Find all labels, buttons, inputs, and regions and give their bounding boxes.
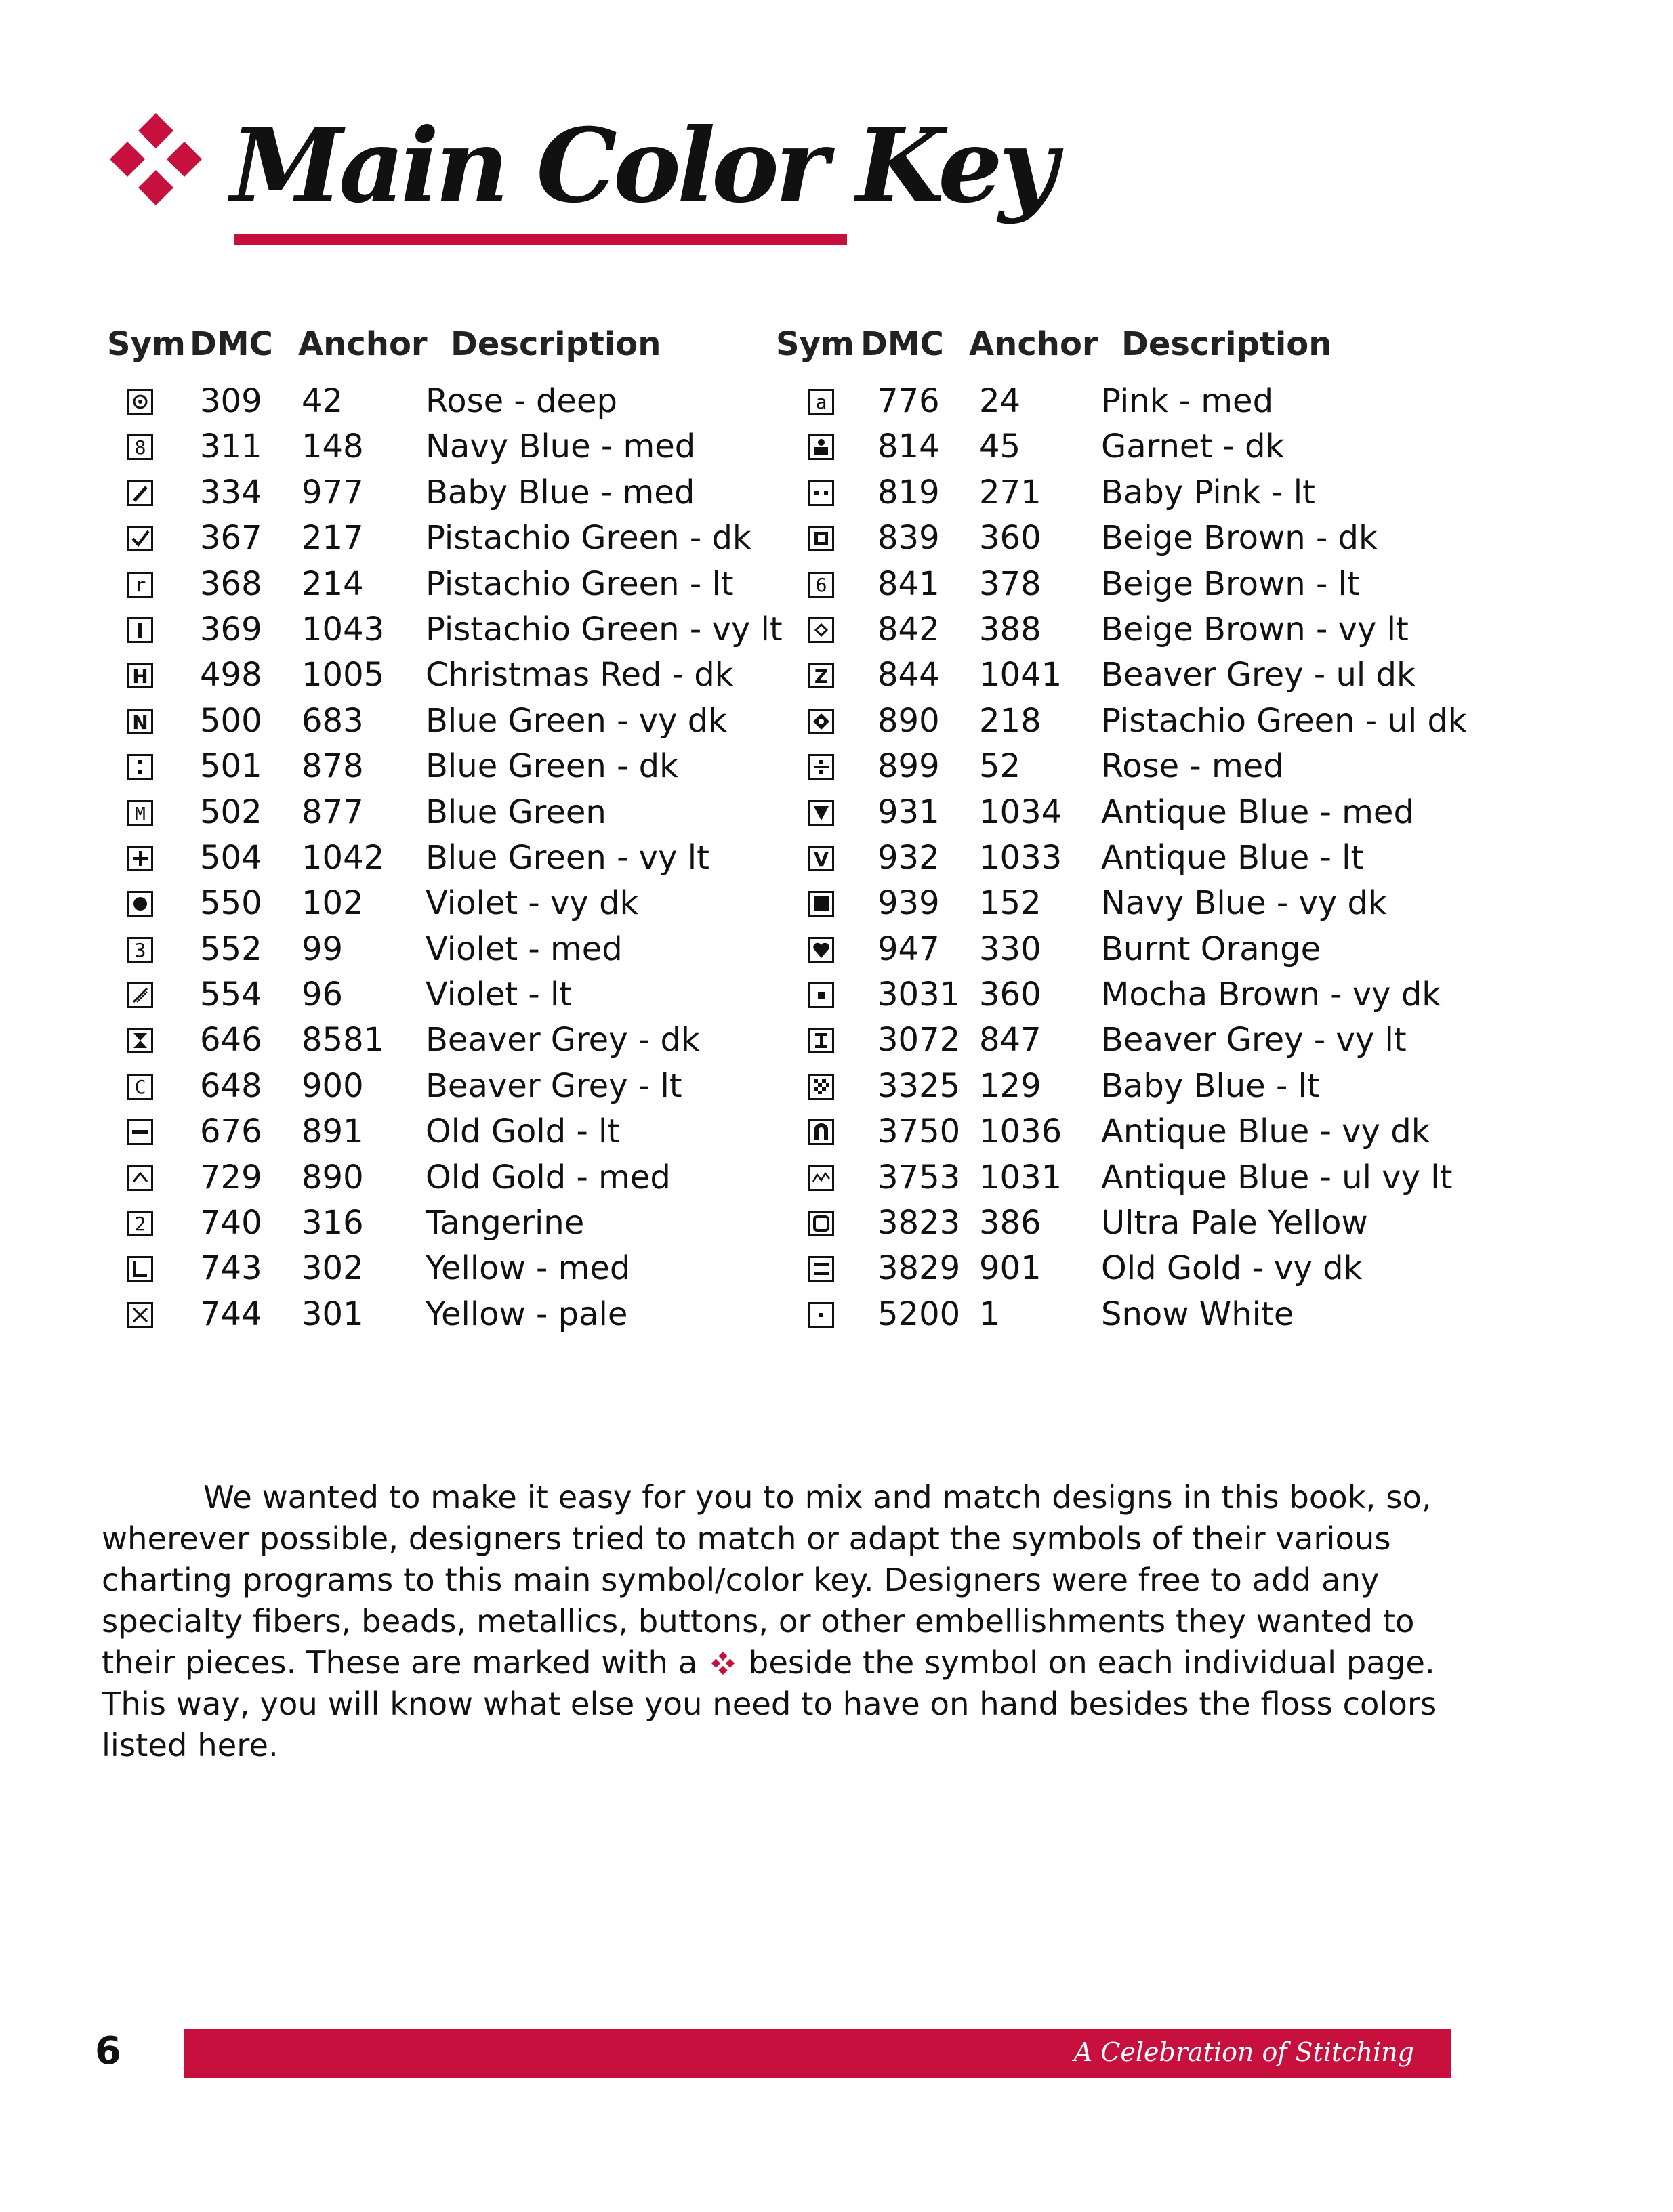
color-description: Burnt Orange bbox=[1101, 930, 1321, 968]
page-number: 6 bbox=[95, 2029, 121, 2073]
anchor-code: 1041 bbox=[979, 656, 1062, 694]
color-description: Beige Brown - dk bbox=[1101, 519, 1378, 558]
key-row-dmc-743 bbox=[102, 1247, 779, 1292]
key-header bbox=[102, 318, 779, 379]
svg-text:8: 8 bbox=[134, 436, 146, 459]
symbol-cell bbox=[127, 754, 153, 780]
color-description: Old Gold - lt bbox=[426, 1112, 621, 1151]
book-title: A Celebration of Stitching bbox=[1073, 2037, 1414, 2067]
sym-o-icon bbox=[808, 1211, 834, 1236]
sym-heart-icon bbox=[808, 937, 834, 963]
dmc-code: 500 bbox=[200, 701, 262, 740]
symbol-cell bbox=[127, 526, 153, 551]
sym-double-bar-icon bbox=[808, 1256, 834, 1282]
color-description: Baby Pink - lt bbox=[1101, 473, 1315, 512]
sym-l-icon bbox=[127, 1256, 153, 1282]
dmc-code: 814 bbox=[877, 427, 940, 466]
symbol-cell bbox=[127, 1302, 153, 1328]
key-row-dmc-740 bbox=[102, 1201, 779, 1247]
sym-hourglass-icon bbox=[127, 1028, 153, 1053]
key-row-dmc-3753 bbox=[776, 1156, 1521, 1201]
dmc-code: 743 bbox=[200, 1249, 262, 1288]
anchor-code: 878 bbox=[302, 747, 364, 786]
color-description: Violet - lt bbox=[426, 976, 573, 1014]
anchor-code: 217 bbox=[302, 519, 364, 558]
sym-v-icon bbox=[808, 846, 834, 871]
key-row-dmc-311 bbox=[102, 425, 779, 470]
key-row-dmc-947 bbox=[776, 927, 1521, 973]
color-description: Beaver Grey - ul dk bbox=[1101, 656, 1416, 694]
dmc-code: 504 bbox=[200, 838, 262, 877]
sym-arch-icon bbox=[808, 1119, 834, 1145]
symbol-cell bbox=[808, 937, 834, 963]
anchor-code: 386 bbox=[979, 1204, 1041, 1243]
anchor-code: 316 bbox=[302, 1204, 364, 1243]
svg-text:6: 6 bbox=[815, 573, 827, 596]
key-row-dmc-309 bbox=[102, 379, 779, 425]
color-description: Tangerine bbox=[426, 1204, 585, 1243]
anchor-code: 1043 bbox=[302, 610, 385, 648]
anchor-code: 42 bbox=[302, 382, 344, 420]
key-row-dmc-552 bbox=[102, 927, 779, 973]
dmc-code: 842 bbox=[877, 610, 940, 648]
sym-z-icon bbox=[808, 663, 834, 688]
header-dmc: DMC bbox=[861, 325, 944, 363]
anchor-code: 1033 bbox=[979, 838, 1062, 877]
dmc-code: 819 bbox=[877, 473, 940, 512]
anchor-code: 360 bbox=[979, 519, 1041, 558]
color-description: Beige Brown - vy lt bbox=[1101, 610, 1409, 648]
sym-filled-square-icon bbox=[808, 891, 834, 917]
dmc-code: 498 bbox=[200, 656, 262, 694]
header-sym: Sym bbox=[107, 325, 186, 363]
anchor-code: 1 bbox=[979, 1295, 1000, 1333]
svg-text:2: 2 bbox=[134, 1213, 146, 1236]
symbol-cell bbox=[127, 982, 153, 1008]
sym-check-icon bbox=[127, 526, 153, 551]
anchor-code: 96 bbox=[302, 976, 344, 1014]
sym-divide-icon bbox=[808, 754, 834, 780]
anchor-code: 360 bbox=[979, 976, 1041, 1014]
dmc-code: 890 bbox=[877, 701, 940, 740]
svg-text:3: 3 bbox=[134, 938, 146, 961]
color-description: Pistachio Green - lt bbox=[426, 564, 734, 603]
key-row-dmc-939 bbox=[776, 881, 1521, 927]
key-row-dmc-899 bbox=[776, 745, 1521, 790]
anchor-code: 378 bbox=[979, 564, 1041, 603]
key-row-dmc-501 bbox=[102, 745, 779, 790]
anchor-code: 330 bbox=[979, 930, 1041, 968]
anchor-code: 891 bbox=[302, 1112, 364, 1151]
color-description: Ultra Pale Yellow bbox=[1101, 1204, 1368, 1243]
color-description: Blue Green - dk bbox=[426, 747, 678, 786]
dmc-code: 899 bbox=[877, 747, 940, 786]
symbol-cell bbox=[808, 526, 834, 551]
color-description: Violet - med bbox=[426, 930, 623, 968]
sym-checker-icon bbox=[808, 1074, 834, 1100]
symbol-cell bbox=[127, 480, 153, 506]
key-row-dmc-676 bbox=[102, 1110, 779, 1155]
anchor-code: 1005 bbox=[302, 656, 385, 694]
sym-8-icon bbox=[127, 434, 153, 460]
key-row-dmc-554 bbox=[102, 973, 779, 1018]
key-row-dmc-3823 bbox=[776, 1201, 1521, 1247]
symbol-cell bbox=[808, 754, 834, 780]
color-key-left-column bbox=[102, 318, 783, 1338]
color-description: Beaver Grey - lt bbox=[426, 1066, 682, 1105]
dmc-code: 3072 bbox=[877, 1021, 961, 1060]
svg-text:r: r bbox=[134, 573, 146, 596]
footer-bar bbox=[184, 2029, 1451, 2078]
dmc-code: 5200 bbox=[877, 1295, 961, 1333]
anchor-code: 683 bbox=[302, 701, 364, 740]
key-row-dmc-842 bbox=[776, 608, 1521, 653]
sym-dot-icon bbox=[808, 1302, 834, 1328]
sym-r-icon bbox=[127, 572, 153, 598]
key-row-dmc-729 bbox=[102, 1156, 779, 1201]
symbol-cell bbox=[127, 1074, 153, 1100]
svg-text:H: H bbox=[132, 665, 148, 688]
symbol-cell bbox=[127, 1211, 153, 1236]
anchor-code: 45 bbox=[979, 427, 1021, 466]
key-row-dmc-3031 bbox=[776, 973, 1521, 1018]
color-description: Old Gold - med bbox=[426, 1158, 671, 1196]
svg-text:M: M bbox=[135, 804, 146, 825]
sym-square-in-square-icon bbox=[808, 526, 834, 551]
dmc-code: 3753 bbox=[877, 1158, 961, 1196]
anchor-code: 129 bbox=[979, 1066, 1041, 1105]
color-description: Navy Blue - vy dk bbox=[1101, 884, 1387, 923]
dmc-code: 369 bbox=[200, 610, 262, 648]
header-description: Description bbox=[1121, 325, 1332, 363]
sym-6-icon bbox=[808, 572, 834, 598]
anchor-code: 102 bbox=[302, 884, 364, 923]
dmc-code: 367 bbox=[200, 519, 262, 558]
color-description: Baby Blue - med bbox=[426, 473, 695, 512]
symbol-cell bbox=[808, 891, 834, 917]
symbol-cell bbox=[808, 434, 834, 460]
intro-text-end: beside the symbol on each individual page. This way, you will know what else you need to have on hand besides the floss colors listed here. bbox=[102, 1644, 1437, 1764]
color-description: Old Gold - vy dk bbox=[1101, 1249, 1363, 1288]
sym-3-icon bbox=[127, 937, 153, 963]
symbol-cell bbox=[808, 389, 834, 415]
dmc-code: 844 bbox=[877, 656, 940, 694]
symbol-cell bbox=[808, 1165, 834, 1191]
sym-2-icon bbox=[127, 1211, 153, 1236]
anchor-code: 1036 bbox=[979, 1112, 1062, 1151]
title-underline bbox=[234, 234, 847, 245]
dmc-code: 3325 bbox=[877, 1066, 961, 1105]
dmc-code: 309 bbox=[200, 382, 262, 420]
color-description: Rose - deep bbox=[426, 382, 617, 420]
key-rows-left bbox=[102, 379, 783, 1338]
anchor-code: 24 bbox=[979, 382, 1021, 420]
anchor-code: 1031 bbox=[979, 1158, 1062, 1196]
key-row-dmc-932 bbox=[776, 836, 1521, 881]
key-row-dmc-367 bbox=[102, 516, 779, 562]
dmc-code: 729 bbox=[200, 1158, 262, 1196]
dmc-code: 554 bbox=[200, 976, 262, 1014]
sym-a-icon bbox=[808, 389, 834, 415]
header-description: Description bbox=[451, 325, 661, 363]
symbol-cell bbox=[808, 709, 834, 734]
color-description: Baby Blue - lt bbox=[1101, 1066, 1320, 1105]
sym-m-icon bbox=[127, 800, 153, 826]
dmc-code: 646 bbox=[200, 1021, 262, 1060]
key-row-dmc-844 bbox=[776, 653, 1521, 698]
svg-text:a: a bbox=[815, 391, 827, 413]
key-row-dmc-841 bbox=[776, 562, 1521, 608]
key-row-dmc-502 bbox=[102, 791, 779, 836]
key-row-dmc-814 bbox=[776, 425, 1521, 470]
sym-x-icon bbox=[127, 1302, 153, 1328]
key-row-dmc-648 bbox=[102, 1064, 779, 1110]
sym-blob-icon bbox=[127, 891, 153, 917]
dmc-code: 839 bbox=[877, 519, 940, 558]
symbol-cell bbox=[127, 891, 153, 917]
symbol-cell bbox=[127, 663, 153, 688]
symbol-cell bbox=[127, 800, 153, 826]
sym-person-icon bbox=[808, 434, 834, 460]
symbol-cell bbox=[127, 1119, 153, 1145]
dmc-code: 502 bbox=[200, 793, 262, 831]
sym-down-triangle-icon bbox=[808, 800, 834, 826]
anchor-code: 152 bbox=[979, 884, 1041, 923]
color-key-right-column bbox=[776, 318, 1521, 1338]
symbol-cell bbox=[808, 663, 834, 688]
key-row-dmc-819 bbox=[776, 471, 1521, 516]
anchor-code: 901 bbox=[979, 1249, 1041, 1288]
key-row-dmc-646 bbox=[102, 1018, 779, 1064]
color-description: Antique Blue - lt bbox=[1101, 838, 1364, 877]
svg-text:N: N bbox=[132, 711, 148, 734]
dmc-code: 552 bbox=[200, 930, 262, 968]
color-description: Beaver Grey - vy lt bbox=[1101, 1021, 1407, 1060]
dmc-code: 744 bbox=[200, 1295, 262, 1333]
sym-slash-bar-icon bbox=[127, 480, 153, 506]
dmc-code: 311 bbox=[200, 427, 262, 466]
intro-paragraph bbox=[102, 1477, 1457, 1766]
key-row-dmc-500 bbox=[102, 699, 779, 745]
symbol-cell bbox=[808, 1074, 834, 1100]
symbol-cell bbox=[127, 1165, 153, 1191]
key-row-dmc-839 bbox=[776, 516, 1521, 562]
anchor-code: 271 bbox=[979, 473, 1041, 512]
key-row-dmc-3325 bbox=[776, 1064, 1521, 1110]
svg-text:C: C bbox=[134, 1075, 146, 1098]
title-block bbox=[102, 106, 1054, 257]
intro-text-start: We wanted to make it easy for you to mix and match designs in this book, so, wherever possible, designers tried to match or adapt the symbols of their various charting programs to this main symbol/color key. Designers were free to add any specialty fibers, beads, metallics, buttons, or other embellishments they wanted to their pieces. These are marked with a bbox=[102, 1479, 1432, 1681]
anchor-code: 1034 bbox=[979, 793, 1062, 831]
color-description: Blue Green - vy dk bbox=[426, 701, 728, 740]
key-header bbox=[776, 318, 1521, 379]
symbol-cell bbox=[127, 846, 153, 871]
anchor-code: 302 bbox=[302, 1249, 364, 1288]
color-description: Pistachio Green - vy lt bbox=[426, 610, 783, 648]
symbol-cell bbox=[127, 709, 153, 734]
anchor-code: 99 bbox=[302, 930, 344, 968]
dmc-code: 648 bbox=[200, 1066, 262, 1105]
sym-caret-icon bbox=[127, 1165, 153, 1191]
dmc-code: 368 bbox=[200, 564, 262, 603]
sym-circle-dot-icon bbox=[127, 389, 153, 415]
color-description: Beaver Grey - dk bbox=[426, 1021, 700, 1060]
key-row-dmc-5200 bbox=[776, 1293, 1521, 1338]
dmc-code: 550 bbox=[200, 884, 262, 923]
color-description: Yellow - med bbox=[426, 1249, 631, 1288]
sym-n-icon bbox=[127, 709, 153, 734]
anchor-code: 1042 bbox=[302, 838, 385, 877]
svg-text:V: V bbox=[814, 848, 829, 871]
dmc-code: 841 bbox=[877, 564, 940, 603]
anchor-code: 301 bbox=[302, 1295, 364, 1333]
symbol-cell bbox=[808, 846, 834, 871]
color-description: Snow White bbox=[1101, 1295, 1294, 1333]
page-title: Main Color Key bbox=[230, 106, 1054, 226]
color-description: Blue Green bbox=[426, 793, 606, 831]
key-row-dmc-550 bbox=[102, 881, 779, 927]
sym-two-dots-icon bbox=[808, 480, 834, 506]
symbol-cell bbox=[808, 1302, 834, 1328]
sym-diamond-dot-icon bbox=[808, 709, 834, 734]
symbol-cell bbox=[808, 617, 834, 643]
symbol-cell bbox=[808, 1028, 834, 1053]
key-row-dmc-744 bbox=[102, 1293, 779, 1338]
key-row-dmc-498 bbox=[102, 653, 779, 698]
dmc-code: 3750 bbox=[877, 1112, 961, 1151]
symbol-cell bbox=[808, 1256, 834, 1282]
symbol-cell bbox=[808, 982, 834, 1008]
sym-i-beam-icon bbox=[808, 1028, 834, 1053]
color-description: Pink - med bbox=[1101, 382, 1274, 420]
symbol-cell bbox=[127, 389, 153, 415]
symbol-cell bbox=[808, 1211, 834, 1236]
anchor-code: 890 bbox=[302, 1158, 364, 1196]
diamond-cluster-icon bbox=[108, 112, 203, 207]
key-row-dmc-931 bbox=[776, 791, 1521, 836]
key-row-dmc-334 bbox=[102, 471, 779, 516]
header-anchor: Anchor bbox=[298, 325, 428, 363]
dmc-code: 932 bbox=[877, 838, 940, 877]
anchor-code: 52 bbox=[979, 747, 1021, 786]
dmc-code: 501 bbox=[200, 747, 262, 786]
sym-i-icon bbox=[127, 617, 153, 643]
key-row-dmc-369 bbox=[102, 608, 783, 653]
key-rows-right bbox=[776, 379, 1521, 1338]
key-row-dmc-3072 bbox=[776, 1018, 1521, 1064]
symbol-cell bbox=[808, 480, 834, 506]
color-description: Mocha Brown - vy dk bbox=[1101, 976, 1441, 1014]
key-row-dmc-890 bbox=[776, 699, 1521, 745]
header-dmc: DMC bbox=[190, 325, 273, 363]
dmc-code: 740 bbox=[200, 1204, 262, 1243]
anchor-code: 214 bbox=[302, 564, 364, 603]
svg-text:Z: Z bbox=[814, 665, 829, 688]
anchor-code: 148 bbox=[302, 427, 364, 466]
anchor-code: 977 bbox=[302, 473, 364, 512]
key-row-dmc-3829 bbox=[776, 1247, 1521, 1292]
sym-slash-icon bbox=[127, 982, 153, 1008]
dmc-code: 3823 bbox=[877, 1204, 961, 1243]
header-anchor: Anchor bbox=[969, 325, 1098, 363]
dmc-code: 939 bbox=[877, 884, 940, 923]
color-description: Antique Blue - vy dk bbox=[1101, 1112, 1430, 1151]
color-description: Yellow - pale bbox=[426, 1295, 628, 1333]
color-description: Blue Green - vy lt bbox=[426, 838, 709, 877]
symbol-cell bbox=[808, 1119, 834, 1145]
anchor-code: 218 bbox=[979, 701, 1041, 740]
dmc-code: 676 bbox=[200, 1112, 262, 1151]
symbol-cell bbox=[127, 572, 153, 598]
anchor-code: 900 bbox=[302, 1066, 364, 1105]
symbol-cell bbox=[127, 617, 153, 643]
key-row-dmc-3750 bbox=[776, 1110, 1521, 1155]
sym-wave-icon bbox=[808, 1165, 834, 1191]
symbol-cell bbox=[127, 937, 153, 963]
sym-plus-icon bbox=[127, 846, 153, 871]
color-description: Navy Blue - med bbox=[426, 427, 696, 466]
key-row-dmc-504 bbox=[102, 836, 779, 881]
sym-center-dot-icon bbox=[808, 982, 834, 1008]
dmc-code: 334 bbox=[200, 473, 262, 512]
symbol-cell bbox=[127, 434, 153, 460]
symbol-cell bbox=[127, 1028, 153, 1053]
anchor-code: 847 bbox=[979, 1021, 1041, 1060]
sym-colon-icon bbox=[127, 754, 153, 780]
diamond-cluster-icon bbox=[710, 1650, 736, 1676]
key-row-dmc-368 bbox=[102, 562, 779, 608]
color-description: Antique Blue - ul vy lt bbox=[1101, 1158, 1453, 1196]
color-description: Pistachio Green - dk bbox=[426, 519, 751, 558]
color-description: Violet - vy dk bbox=[426, 884, 639, 923]
header-sym: Sym bbox=[776, 325, 854, 363]
color-description: Pistachio Green - ul dk bbox=[1101, 701, 1467, 740]
anchor-code: 877 bbox=[302, 793, 364, 831]
key-row-dmc-776 bbox=[776, 379, 1521, 425]
anchor-code: 388 bbox=[979, 610, 1041, 648]
sym-small-diamond-icon bbox=[808, 617, 834, 643]
color-description: Christmas Red - dk bbox=[426, 656, 734, 694]
symbol-cell bbox=[127, 1256, 153, 1282]
color-description: Beige Brown - lt bbox=[1101, 564, 1360, 603]
dmc-code: 947 bbox=[877, 930, 940, 968]
color-description: Rose - med bbox=[1101, 747, 1284, 786]
sym-minus-icon bbox=[127, 1119, 153, 1145]
symbol-cell bbox=[808, 800, 834, 826]
sym-h-icon bbox=[127, 663, 153, 688]
dmc-code: 931 bbox=[877, 793, 940, 831]
dmc-code: 3031 bbox=[877, 976, 961, 1014]
dmc-code: 3829 bbox=[877, 1249, 961, 1288]
color-description: Antique Blue - med bbox=[1101, 793, 1414, 831]
color-description: Garnet - dk bbox=[1101, 427, 1285, 466]
anchor-code: 8581 bbox=[302, 1021, 385, 1060]
dmc-code: 776 bbox=[877, 382, 940, 420]
sym-c-icon bbox=[127, 1074, 153, 1100]
symbol-cell bbox=[808, 572, 834, 598]
